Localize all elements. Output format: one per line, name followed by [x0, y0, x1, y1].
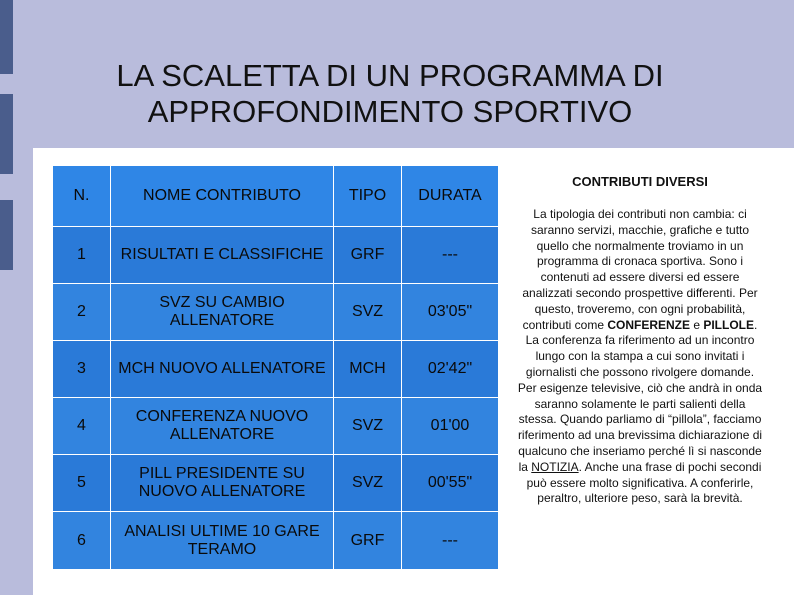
cell-n: 5	[53, 455, 111, 512]
decorative-bar	[0, 0, 13, 74]
cell-nome: SVZ SU CAMBIO ALLENATORE	[111, 284, 334, 341]
underlined-term: NOTIZIA	[531, 459, 579, 474]
cell-tipo: MCH	[334, 341, 402, 398]
table-row	[53, 284, 499, 341]
cell-n: 2	[53, 284, 111, 341]
cell-n: 6	[53, 512, 111, 570]
cell-n: 4	[53, 398, 111, 455]
schedule-table	[52, 165, 499, 570]
cell-durata: ---	[402, 227, 499, 284]
text-part: e	[690, 317, 704, 332]
cell-tipo: SVZ	[334, 398, 402, 455]
cell-durata: 02'42"	[402, 341, 499, 398]
text-part: La tipologia dei contributi non cambia: ci saranno servizi, macchie, grafiche e tutto quello che normalmente troviamo in un programma di cronaca sportiva. Sono i contenuti ad essere diversi ed essere analizzati secondo prospettive differenti. Per questo, troveremo, con ogni probabilità, contributi come	[522, 207, 758, 332]
table-row	[53, 455, 499, 512]
table-row	[53, 341, 499, 398]
header-nome: NOME CONTRIBUTO	[111, 166, 334, 227]
cell-nome: RISULTATI E CLASSIFICHE	[111, 227, 334, 284]
cell-nome: CONFERENZA NUOVO ALLENATORE	[111, 398, 334, 455]
slide-title: LA SCALETTA DI UN PROGRAMMA DI APPROFONDIMENTO SPORTIVO	[116, 58, 664, 129]
cell-n: 3	[53, 341, 111, 398]
header-n: N.	[53, 166, 111, 227]
table-header-row	[53, 166, 499, 227]
sidebar-title: CONTRIBUTI DIVERSI	[572, 174, 708, 189]
table-row	[53, 398, 499, 455]
cell-n: 1	[53, 227, 111, 284]
decorative-bar	[0, 200, 13, 270]
bold-term: CONFERENZE	[607, 317, 690, 332]
cell-durata: 01'00	[402, 398, 499, 455]
sidebar-text	[516, 207, 764, 507]
cell-durata: 00'55"	[402, 455, 499, 512]
cell-tipo: GRF	[334, 227, 402, 284]
cell-durata: ---	[402, 512, 499, 570]
cell-tipo: SVZ	[334, 284, 402, 341]
table-row	[53, 227, 499, 284]
table-row	[53, 512, 499, 570]
bold-term: PILLOLE	[703, 317, 755, 332]
header-durata: DURATA	[402, 166, 499, 227]
text-part: . Anche una frase di pochi secondi può essere molto significativa. A conferirle, peraltro, ulteriore peso, sarà la brevità.	[526, 459, 762, 506]
cell-nome: MCH NUOVO ALLENATORE	[111, 341, 334, 398]
cell-nome: PILL PRESIDENTE SU NUOVO ALLENATORE	[111, 455, 334, 512]
header-tipo: TIPO	[334, 166, 402, 227]
cell-nome: ANALISI ULTIME 10 GARE TERAMO	[111, 512, 334, 570]
contributi-diversi-box	[516, 174, 764, 507]
text-part: . La conferenza fa riferimento ad un incontro lungo con la stampa a cui sono invitati i giornalisti che possono rivolgere domande. Per esigenze televisive, ciò che andrà in onda saranno solamente le parti salienti della stessa. Quando parliamo di “pillola”, facciamo riferimento ad una brevissima dichiarazione di qualcuno che inseriamo perché lì si nasconde la	[517, 317, 763, 474]
cell-durata: 03'05"	[402, 284, 499, 341]
cell-tipo: GRF	[334, 512, 402, 570]
decorative-bar	[0, 94, 13, 174]
cell-tipo: SVZ	[334, 455, 402, 512]
